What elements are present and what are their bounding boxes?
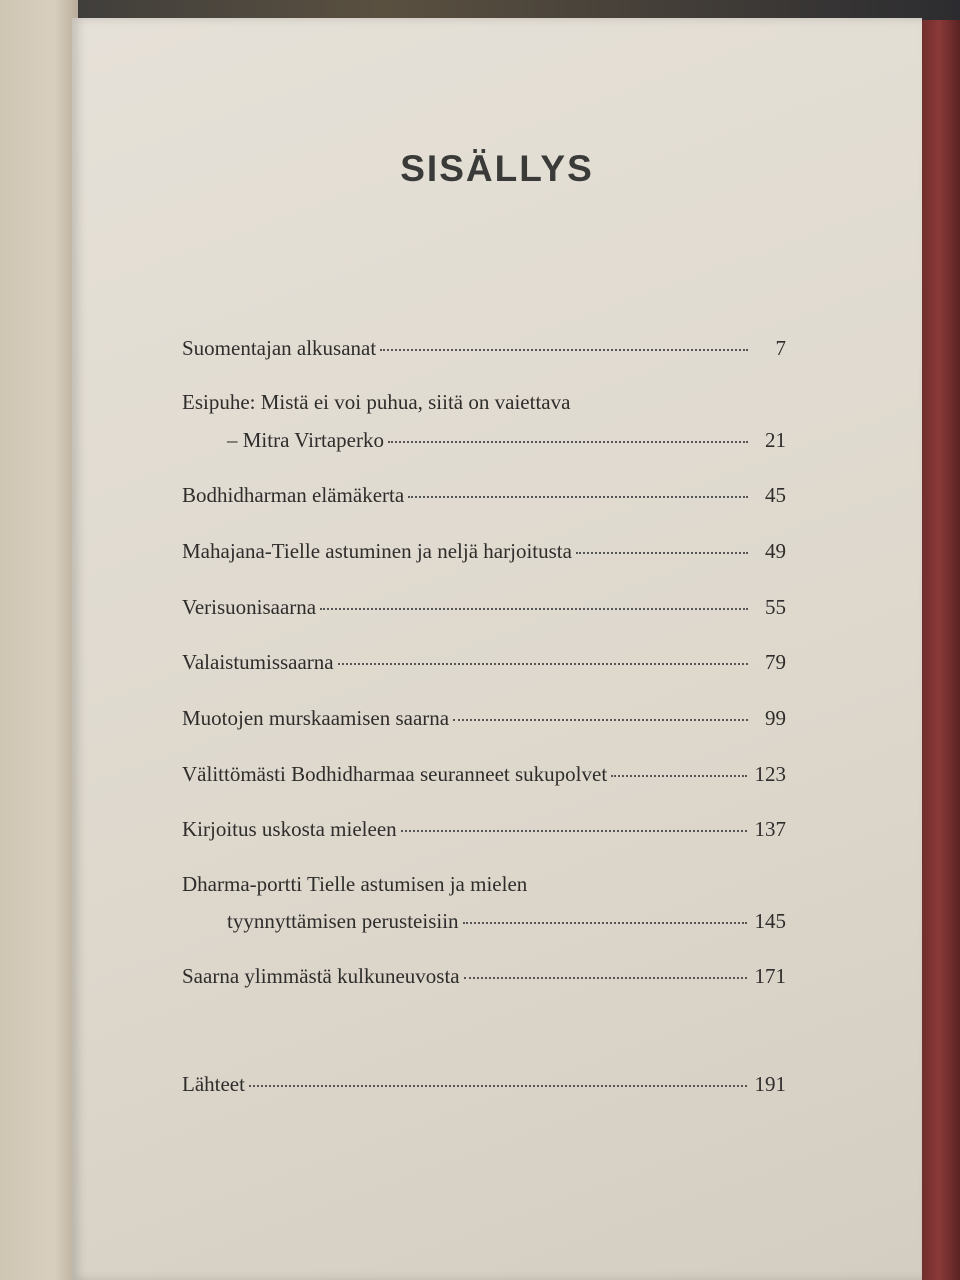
toc-label: Suomentajan alkusanat <box>182 336 377 360</box>
leader-dots <box>380 349 748 351</box>
toc-page: 45 <box>765 483 786 507</box>
book-page <box>72 18 922 1280</box>
toc-page: 21 <box>765 428 786 452</box>
toc-label: Verisuonisaarna <box>182 595 317 619</box>
toc-label: Lähteet <box>182 1072 245 1096</box>
toc-entry <box>182 1072 786 1097</box>
leader-dots <box>249 1085 747 1087</box>
toc-label: Mahajana-Tielle astuminen ja neljä harjoitusta <box>182 539 572 563</box>
toc-label: Muotojen murskaamisen saarna <box>182 706 450 730</box>
toc-entry <box>182 964 786 989</box>
toc-entry <box>182 650 786 675</box>
toc-entry <box>182 909 786 934</box>
leader-dots <box>338 663 748 665</box>
leader-dots <box>453 719 748 721</box>
toc-label-line1: Dharma-portti Tielle astumisen ja mielen <box>182 872 528 896</box>
leader-dots <box>408 496 748 498</box>
toc-page: 145 <box>754 909 786 933</box>
toc-label-line1: Esipuhe: Mistä ei voi puhua, siitä on vaiettava <box>182 390 571 414</box>
toc-label: – Mitra Virtaperko <box>227 428 384 452</box>
toc-label: Kirjoitus uskosta mieleen <box>182 817 397 841</box>
toc-entry <box>182 428 786 453</box>
leader-dots <box>463 922 747 924</box>
toc-page: 79 <box>765 650 786 674</box>
toc-page: 171 <box>754 964 786 988</box>
left-page-edge <box>0 0 78 1280</box>
toc-page: 137 <box>754 817 786 841</box>
toc-entry <box>182 483 786 508</box>
leader-dots <box>320 608 748 610</box>
page-title: SISÄLLYS <box>400 148 594 189</box>
adjacent-book-spine <box>918 20 960 1280</box>
toc-page: 99 <box>765 706 786 730</box>
toc-label: tyynnyttämisen perusteisiin <box>227 909 459 933</box>
toc-entry <box>182 595 786 620</box>
toc-entry <box>182 817 786 842</box>
toc-entry <box>182 762 786 787</box>
toc-label: Valaistumissaarna <box>182 650 334 674</box>
toc-label: Bodhidharman elämäkerta <box>182 483 405 507</box>
toc-page: 191 <box>754 1072 786 1096</box>
toc-entry <box>182 706 786 731</box>
leader-dots <box>401 830 747 832</box>
toc-page: 123 <box>754 762 786 786</box>
leader-dots <box>388 441 748 443</box>
leader-dots <box>576 552 748 554</box>
toc-entry <box>182 539 786 564</box>
leader-dots <box>611 775 746 777</box>
toc-label: Välittömästi Bodhidharmaa seuranneet sukupolvet <box>182 762 608 786</box>
toc-label: Saarna ylimmästä kulkuneuvosta <box>182 964 460 988</box>
toc-entry <box>182 336 786 361</box>
toc-page: 49 <box>765 539 786 563</box>
leader-dots <box>464 977 747 979</box>
toc-page: 7 <box>775 336 786 360</box>
toc-page: 55 <box>765 595 786 619</box>
